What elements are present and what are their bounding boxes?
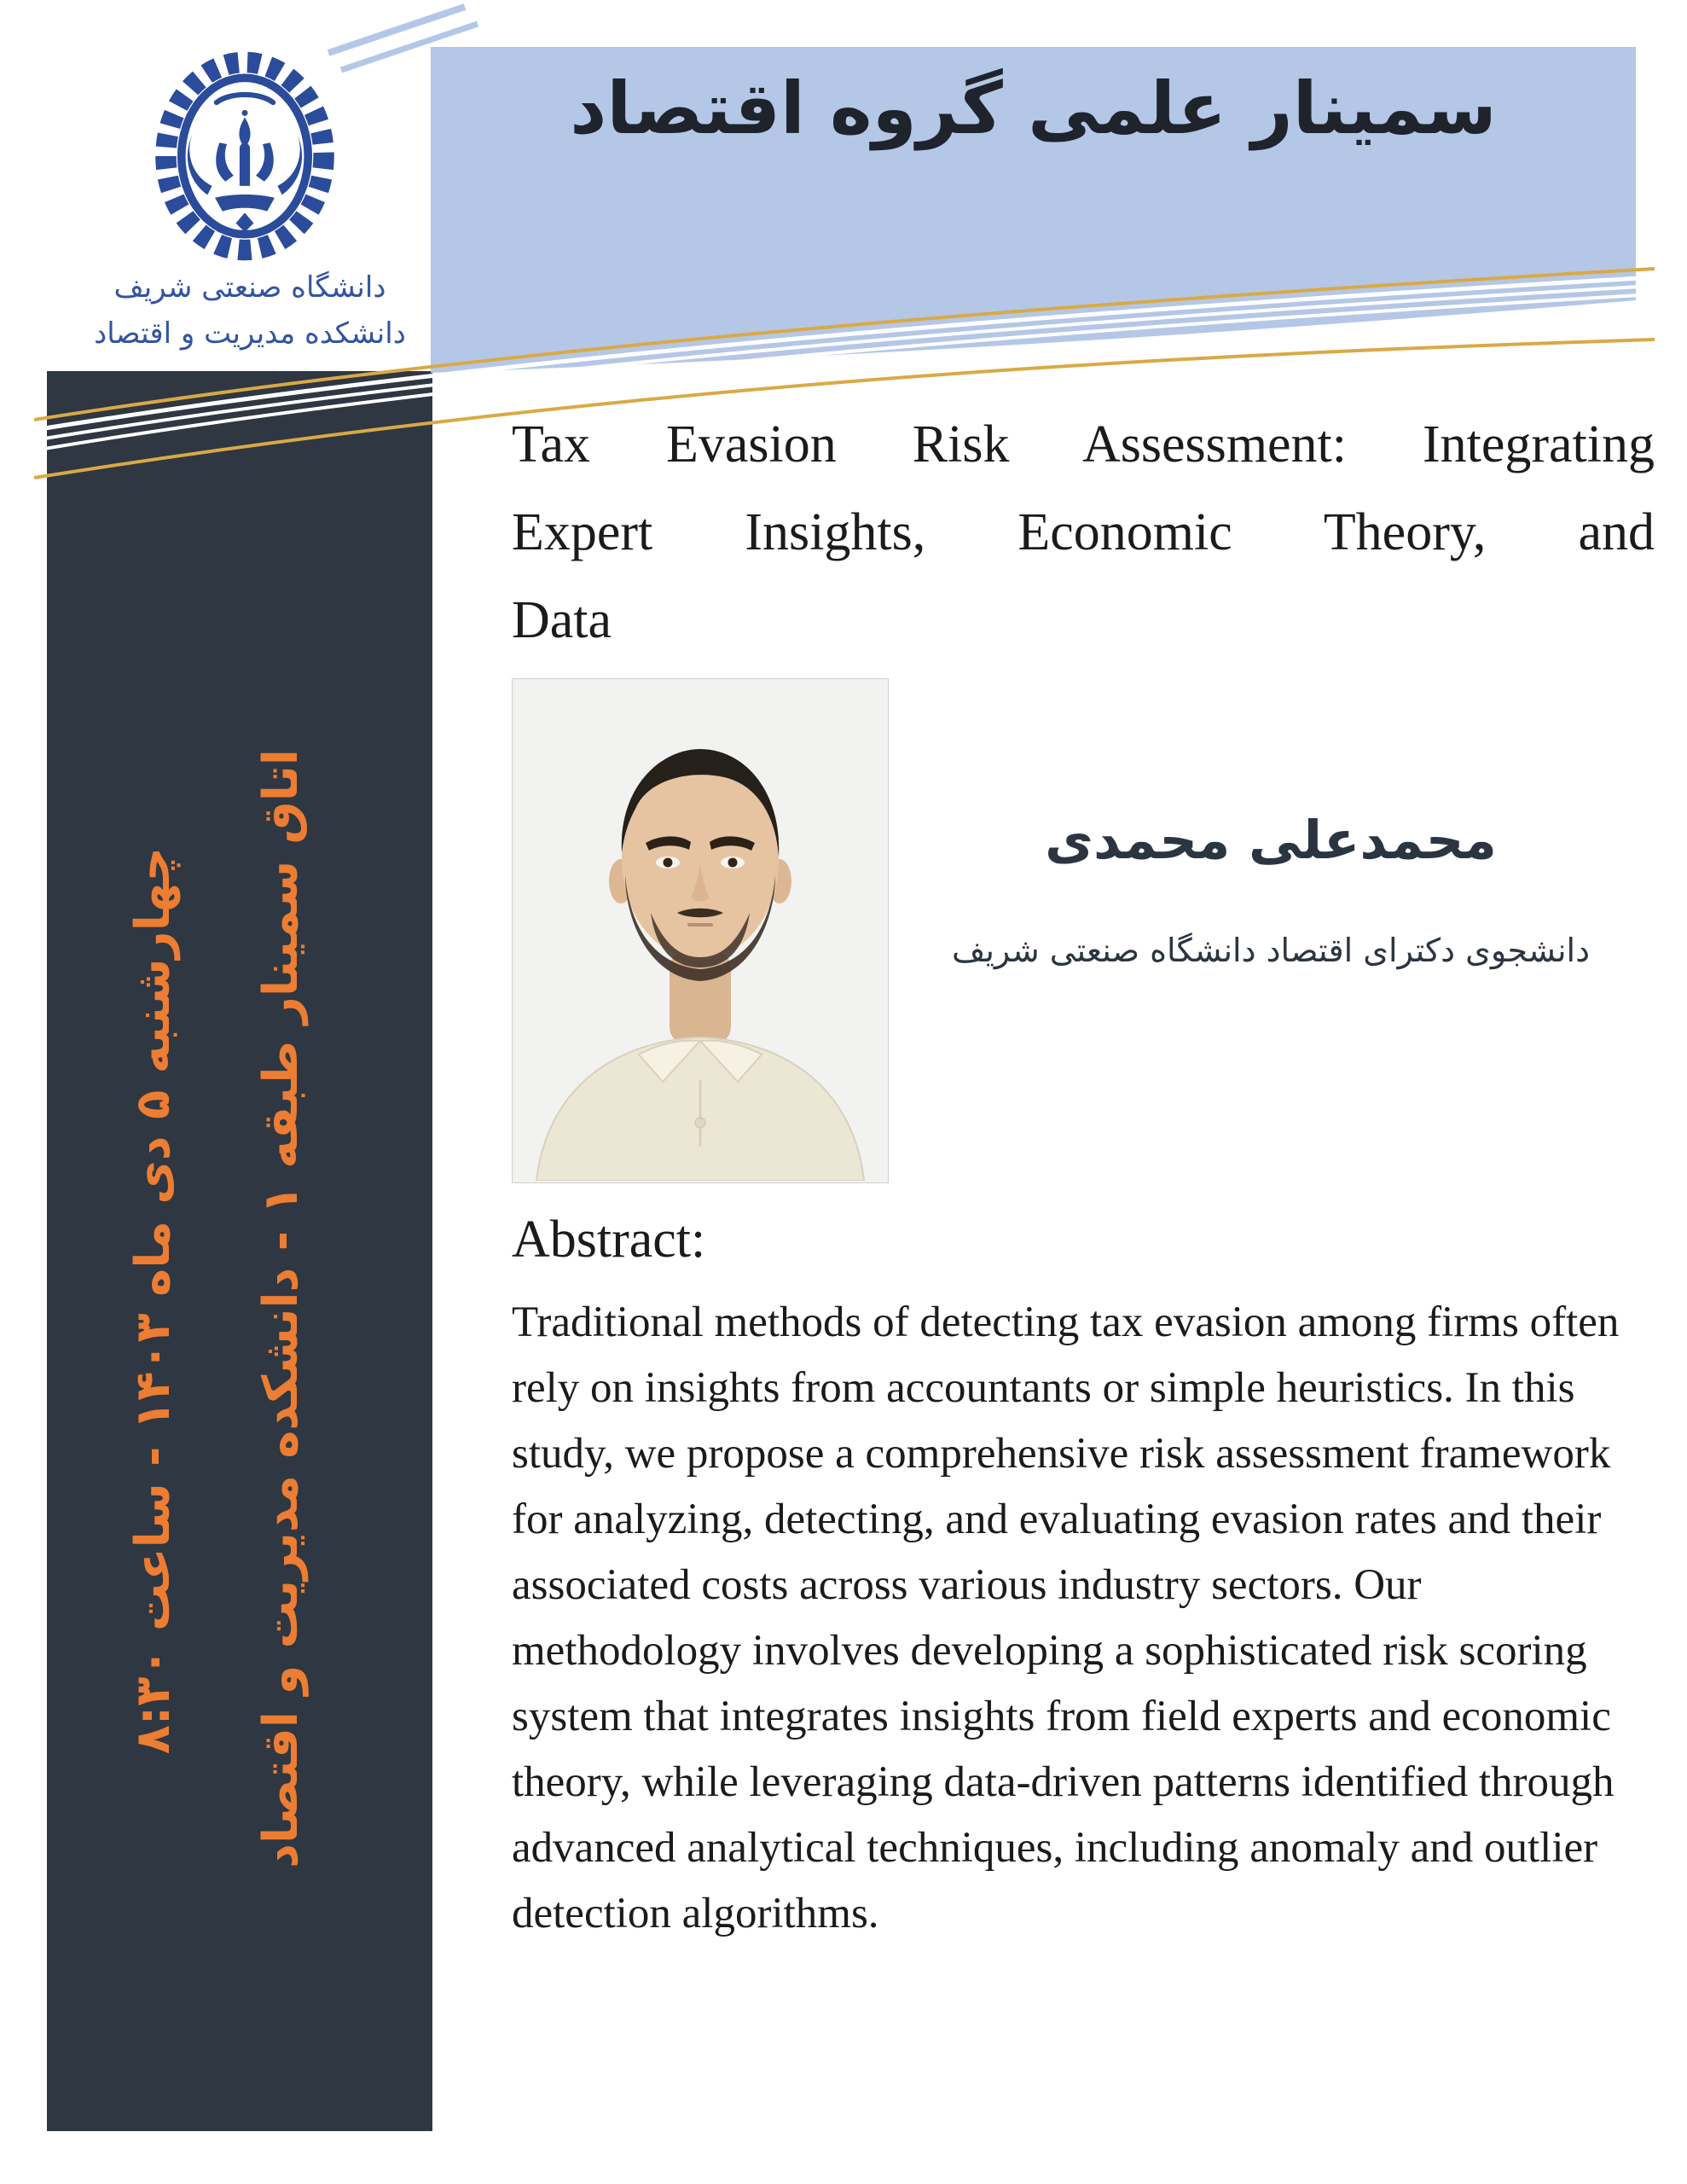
sidebar-datetime-text: چهارشنبه ۵ دی ماه ۱۴۰۳ - ساعت ۸:۳۰	[125, 847, 181, 1755]
banner-title: سمینار علمی گروه اقتصاد	[570, 67, 1497, 150]
seminar-title: Tax Evasion Risk Assessment: Integrating Expert Insights, Economic Theory, and Data	[512, 415, 1655, 649]
speaker-name: محمدعلی محمدی	[1045, 809, 1497, 871]
speaker-affiliation: دانشجوی دکترای اقتصاد دانشگاه صنعتی شریف	[952, 932, 1590, 969]
university-name-block	[49, 264, 450, 357]
sharif-university-emblem-icon	[126, 44, 363, 268]
speaker-photo	[512, 678, 889, 1183]
university-name: دانشگاه صنعتی شریف	[113, 270, 386, 305]
portrait-illustration	[513, 679, 888, 1181]
sidebar-location-text: اتاق سمینار طبقه ۱ - دانشکده مدیریت و اقتصاد	[253, 749, 309, 1868]
abstract-heading: Abstract:	[512, 1211, 706, 1269]
faculty-name: دانشکده مدیریت و اقتصاد	[94, 317, 406, 351]
abstract-text: Traditional methods of detecting tax evasion among firms often rely on insights from accountants or simple heuristics. In this study, we propose a comprehensive risk assessment framework for analyzing, detecting, and evaluating evasion rates and their associated costs across various industry sectors. Our methodology involves developing a sophisticated risk scoring system that integrates insights from field experts and economic theory, while leveraging data-driven patterns identified through advanced analytical techniques, including anomaly and outlier detection algorithms.	[512, 1298, 1620, 1937]
